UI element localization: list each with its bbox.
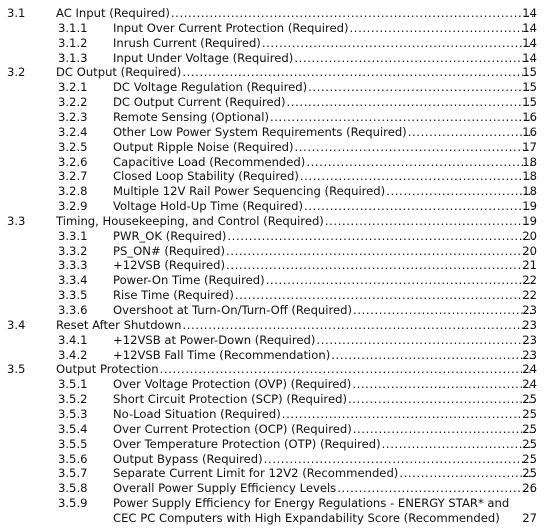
toc-dot-leader [226,244,535,259]
toc-title[interactable]: Short Circuit Protection (SCP) (Required) [113,392,347,407]
toc-subsection-row[interactable] [0,184,551,199]
toc-title[interactable]: Output Bypass (Required) [113,451,263,466]
toc-subsection-row[interactable] [0,80,551,95]
toc-dot-leader [348,392,535,407]
toc-entry[interactable] [113,95,537,110]
toc-dot-leader [171,6,535,21]
toc-subsection-row[interactable] [0,511,551,526]
toc-title[interactable]: Output Protection [56,362,159,377]
toc-subsection-row[interactable] [0,229,551,244]
toc-title[interactable]: +12VSB (Required) [113,258,226,273]
toc-page-number[interactable]: 23 [522,347,537,362]
toc-page-number[interactable]: 17 [522,139,537,154]
toc-dot-leader [182,65,535,80]
toc-subsection-row[interactable] [0,481,551,496]
toc-subsection-row[interactable] [0,437,551,452]
toc-entry[interactable] [113,110,537,125]
toc-subsection-row[interactable] [0,140,551,155]
toc-page-number[interactable]: 15 [522,80,537,95]
toc-dot-leader [300,169,535,184]
toc-subsection-row[interactable] [0,21,551,36]
toc-section-number: 3.1.3 [58,50,88,65]
toc-page-number[interactable]: 14 [522,20,537,35]
toc-title[interactable]: DC Voltage Regulation (Required) [113,80,308,95]
toc-entry[interactable] [113,21,537,36]
toc-subsection-row[interactable] [0,392,551,407]
toc-section-number: 3.5.6 [58,451,88,466]
toc-subsection-row[interactable] [0,199,551,214]
toc-entry[interactable] [113,303,537,318]
toc-entry[interactable] [113,511,537,526]
toc-section-number: 3.2.8 [58,184,88,199]
toc-section-number: 3.5.7 [58,466,88,481]
toc-page-number[interactable]: 25 [522,436,537,451]
toc-dot-leader [227,229,535,244]
toc-title[interactable]: Overshoot at Turn-On/Turn-Off (Required) [113,303,353,317]
toc-entry[interactable] [113,199,537,214]
toc-entry[interactable] [113,244,537,259]
toc-section-number: 3.4.1 [58,332,88,347]
toc-section-number: 3.1 [7,6,26,20]
toc-section-number: 3.2 [7,65,26,80]
toc-dot-leader [294,51,535,66]
toc-entry[interactable] [113,184,537,199]
toc-section-number: 3.5.4 [58,421,88,436]
toc-page-number[interactable]: 16 [522,109,537,124]
toc-dot-leader [160,362,535,377]
toc-section-number: 3.4 [7,317,26,332]
toc-entry[interactable] [113,229,537,244]
toc-page-number[interactable]: 16 [522,124,537,139]
toc-entry[interactable] [113,36,537,51]
toc-page-number[interactable]: 24 [522,362,537,377]
toc-section-number: 3.1.1 [58,20,88,35]
toc-subsection-row[interactable] [0,452,551,467]
toc-title[interactable]: Timing, Housekeeping, and Control (Required) [56,213,324,228]
toc-title[interactable]: Other Low Power System Requirements (Required) [113,124,407,139]
toc-section-number: 3.2.2 [58,95,88,110]
toc-page-number[interactable]: 23 [522,332,537,347]
toc-title[interactable]: Power-On Time (Required) [113,273,265,288]
toc-entry[interactable] [113,258,537,273]
toc-section-number: 3.1.2 [58,35,88,50]
toc-section-number: 3.5.8 [58,481,88,496]
toc-dot-leader [382,437,535,452]
toc-dot-leader [235,288,535,303]
toc-section-number: 3.2.1 [58,80,88,95]
toc-entry[interactable] [113,422,537,437]
toc-page-number[interactable]: 25 [522,466,537,481]
toc-entry[interactable] [113,407,537,422]
toc-entry[interactable] [113,140,537,155]
toc-page-number[interactable]: 22 [522,288,537,303]
toc-page-number[interactable]: 25 [522,451,537,466]
toc-subsection-row[interactable] [0,95,551,110]
toc-entry[interactable] [113,466,537,481]
toc-entry[interactable] [113,481,537,496]
toc-subsection-row[interactable] [0,125,551,140]
toc-entry[interactable] [113,288,537,303]
toc-entry[interactable] [113,125,537,140]
toc-title[interactable]: Power Supply Efficiency for Energy Regulations - ENERGY STAR* and [113,496,510,511]
toc-entry[interactable] [113,51,537,66]
toc-entry[interactable] [113,80,537,95]
toc-section-row[interactable] [0,214,551,229]
toc-dot-leader [287,95,535,110]
toc-title[interactable]: DC Output Current (Required) [113,95,286,110]
toc-subsection-row[interactable] [0,422,551,437]
toc-title[interactable]: Rise Time (Required) [113,288,234,303]
toc-section-number: 3.2.7 [58,169,88,184]
toc-entry[interactable] [113,155,537,170]
toc-page-number[interactable]: 25 [522,392,537,407]
toc-page-number[interactable]: 18 [522,154,537,169]
toc-subsection-row[interactable] [0,51,551,66]
toc-dot-leader [353,422,535,437]
toc-dot-leader [266,273,535,288]
toc-dot-leader [399,466,535,481]
toc-entry[interactable] [113,452,537,467]
toc-dot-leader [331,348,535,363]
toc-page-number[interactable]: 19 [522,199,537,214]
toc-subsection-row[interactable] [0,333,551,348]
toc-dot-leader [282,407,535,422]
toc-dot-leader [337,481,535,496]
toc-section-number: 3.3.3 [58,258,88,273]
toc-dot-leader [350,21,536,36]
toc-title[interactable]: +12VSB Fall Time (Recommendation) [113,347,331,362]
toc-section-number: 3.2.3 [58,109,88,124]
toc-entry[interactable] [113,169,537,184]
toc-section-number: 3.5.5 [58,436,88,451]
toc-dot-leader [408,125,535,140]
toc-dot-leader [226,258,535,273]
toc-page-number[interactable]: 27 [522,510,537,525]
toc-entry[interactable] [56,214,537,229]
toc-subsection-row[interactable] [0,110,551,125]
toc-section-row[interactable] [0,6,551,21]
toc-section-number: 3.3 [7,213,26,228]
toc-section-number: 3.3.6 [58,303,88,317]
toc-page-number[interactable]: 24 [522,377,537,392]
toc-subsection-row[interactable] [0,258,551,273]
toc-section-row[interactable] [0,65,551,80]
toc-page-number[interactable]: 25 [522,406,537,421]
toc-title[interactable]: Multiple 12V Rail Power Sequencing (Required) [113,184,386,199]
toc-section-number: 3.5.3 [58,406,88,421]
toc-subsection-row[interactable] [0,348,551,363]
toc-dot-leader [353,303,535,318]
toc-title[interactable]: No-Load Situation (Required) [113,406,281,421]
toc-title[interactable]: Closed Loop Stability (Required) [113,169,299,184]
toc-title[interactable]: Reset After Shutdown [56,317,182,332]
toc-title[interactable]: PWR_OK (Required) [113,228,227,243]
toc-section-number: 3.3.1 [58,228,88,243]
toc-dot-leader [262,36,535,51]
toc-page-number[interactable]: 25 [522,421,537,436]
toc-subsection-row[interactable] [0,303,551,318]
toc-section-number: 3.2.4 [58,124,88,139]
toc-page-number[interactable]: 15 [522,65,537,80]
toc-title[interactable]: Capacitive Load (Recommended) [113,154,306,169]
toc-entry[interactable] [56,65,537,80]
toc-title[interactable]: AC Input (Required) [56,6,170,20]
toc-title[interactable]: +12VSB at Power-Down (Required) [113,332,316,347]
toc-entry[interactable] [113,377,537,392]
toc-section-number: 3.5 [7,362,26,377]
toc-entry[interactable] [113,496,537,511]
toc-dot-leader [306,155,535,170]
toc-page-number[interactable]: 21 [522,258,537,273]
toc-section-number: 3.3.4 [58,273,88,288]
toc-section-number: 3.2.5 [58,139,88,154]
toc-title[interactable]: Separate Current Limit for 12V2 (Recommended) [113,466,399,481]
toc-dot-leader [304,199,535,214]
toc-entry[interactable] [56,6,537,21]
toc-section-number: 3.2.9 [58,199,88,214]
toc-page-number[interactable]: 20 [522,228,537,243]
toc-subsection-row[interactable] [0,377,551,392]
toc-page-number[interactable]: 20 [522,243,537,258]
toc-subsection-row[interactable] [0,466,551,481]
toc-dot-leader [386,184,535,199]
toc-page-number[interactable]: 18 [522,184,537,199]
toc-page-number[interactable]: 23 [522,317,537,332]
toc-title[interactable]: Output Ripple Noise (Required) [113,139,294,154]
toc-subsection-row[interactable] [0,244,551,259]
toc-entry[interactable] [113,437,537,452]
toc-section-number: 3.3.2 [58,243,88,258]
toc-title[interactable]: CEC PC Computers with High Expandability Score (Recommended) [113,510,500,525]
toc-entry[interactable] [113,333,537,348]
toc-title[interactable]: Inrush Current (Required) [113,35,261,50]
toc-page-number[interactable]: 22 [522,273,537,288]
toc-subsection-row[interactable] [0,496,551,511]
toc-title[interactable]: Over Voltage Protection (OVP) (Required) [113,377,352,392]
toc-entry[interactable] [113,348,537,363]
toc-dot-leader [270,110,535,125]
toc-page-number[interactable]: 15 [522,95,537,110]
toc-subsection-row[interactable] [0,155,551,170]
toc-section-number: 3.3.5 [58,288,88,303]
toc-page-number[interactable]: 14 [522,6,537,20]
toc-page-number[interactable]: 19 [522,213,537,228]
toc-title[interactable]: Over Temperature Protection (OTP) (Required) [113,436,381,451]
toc-entry[interactable] [113,273,537,288]
toc-entry[interactable] [113,392,537,407]
toc-section-number: 3.5.1 [58,377,88,392]
toc-title[interactable]: Voltage Hold-Up Time (Required) [113,199,303,214]
toc-section-number: 3.4.2 [58,347,88,362]
toc-subsection-row[interactable] [0,36,551,51]
toc-page-number[interactable]: 23 [522,303,537,317]
toc-dot-leader [325,214,535,229]
toc-title[interactable]: Remote Sensing (Optional) [113,109,269,124]
toc-title[interactable]: Overall Power Supply Efficiency Levels [113,481,337,496]
toc-subsection-row[interactable] [0,407,551,422]
toc-section-row[interactable] [0,362,551,377]
toc-section-number: 3.5.9 [58,496,88,511]
toc-entry[interactable] [56,318,537,333]
toc-title[interactable]: DC Output (Required) [56,65,182,80]
toc-page-number[interactable]: 26 [522,481,537,496]
toc-entry[interactable] [56,362,537,377]
toc-subsection-row[interactable] [0,169,551,184]
toc-dot-leader [182,318,535,333]
toc-section-row[interactable] [0,318,551,333]
toc-dot-leader [352,377,535,392]
toc-page-number[interactable]: 18 [522,169,537,184]
toc-title[interactable]: Over Current Protection (OCP) (Required) [113,421,352,436]
toc-title[interactable]: Input Under Voltage (Required) [113,50,294,65]
toc-dot-leader [264,452,535,467]
toc-subsection-row[interactable] [0,273,551,288]
toc-title[interactable]: PS_ON# (Required) [113,243,225,258]
toc-page-number[interactable]: 14 [522,35,537,50]
toc-dot-leader [308,80,535,95]
toc-title[interactable]: Input Over Current Protection (Required) [113,20,349,35]
toc-dot-leader [316,333,535,348]
toc-page-number[interactable]: 14 [522,50,537,65]
toc-section-number: 3.5.2 [58,392,88,407]
toc-dot-leader [294,140,535,155]
toc-section-number: 3.2.6 [58,154,88,169]
toc-subsection-row[interactable] [0,288,551,303]
